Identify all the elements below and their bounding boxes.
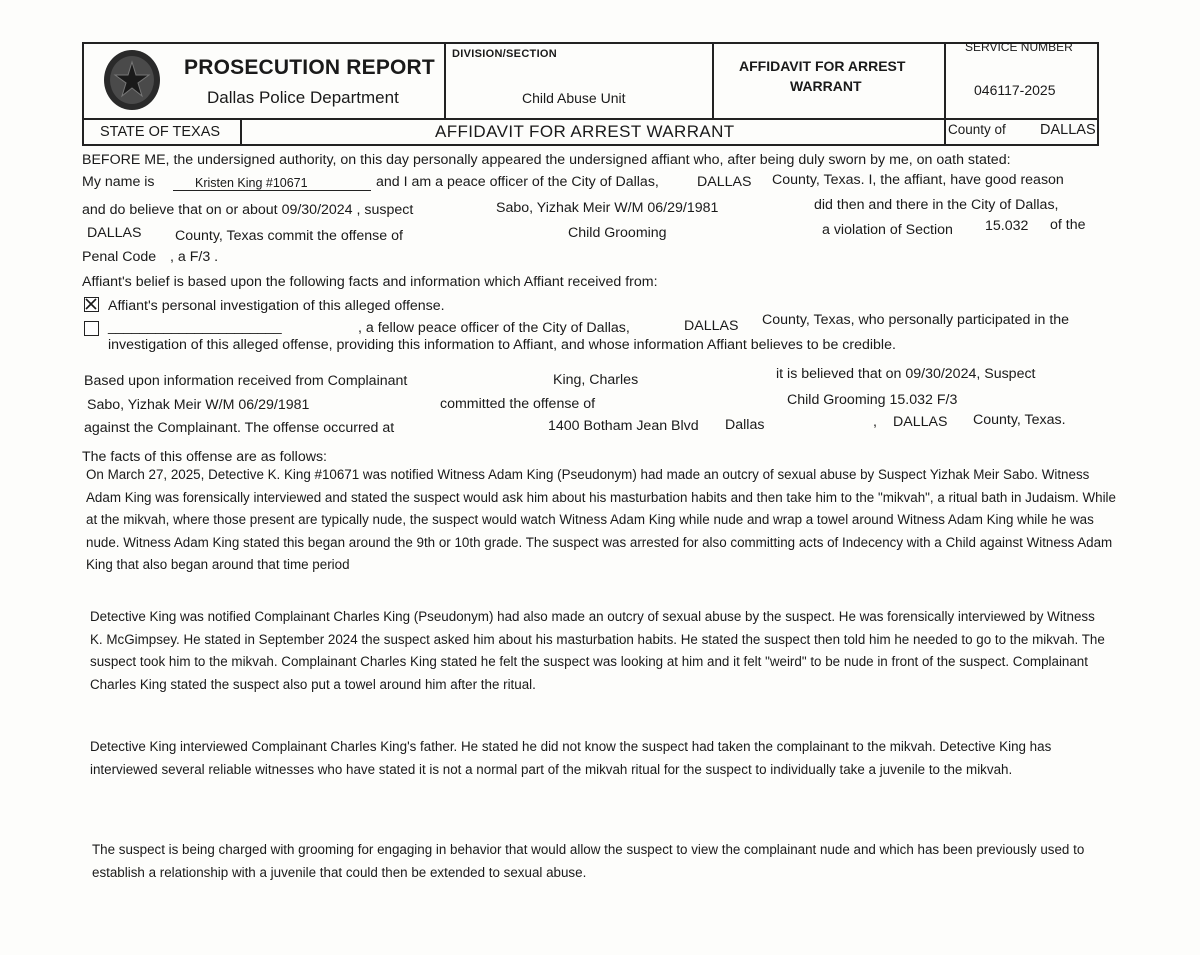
option2-county: DALLAS (684, 318, 739, 334)
county-2: DALLAS (87, 225, 142, 241)
believed-text: it is believed that on 09/30/2024, Suspect (776, 366, 1036, 382)
state-divider (240, 118, 242, 146)
complainant-name: King, Charles (553, 372, 639, 388)
doc-type-line2: WARRANT (790, 78, 862, 94)
option1-text: Affiant's personal investigation of this alleged offense. (108, 298, 445, 314)
report-title: PROSECUTION REPORT (184, 56, 435, 79)
facts-paragraph-2: Detective King was notified Complainant Charles King (Pseudonym) had also made an outcry of sexual abuse by the suspect. He was forensically interviewed by Witness K. McGimpsey. He stated in September 2024 the suspect asked him about his masturbation habits. He stated the suspect then told him he needed to go to the mikvah. The suspect took him to the mikvah. Complainant Charles King stated he felt the suspect was looking at him and it felt "weird" to be nude in front of the suspect. Complainant Charles King stated the suspect also put a towel around him after the ritual. (90, 609, 1105, 692)
based-upon-text: Based upon information received from Complainant (84, 373, 408, 389)
county-commit-text: County, Texas commit the offense of (175, 228, 403, 244)
state-label: STATE OF TEXAS (100, 124, 221, 140)
intro-sworn-line: BEFORE ME, the undersigned authority, on this day personally appeared the undersigned affiant who, after being duly sworn by me, on oath stated: (82, 152, 1011, 168)
county-value: DALLAS (1040, 122, 1096, 138)
header-divider-3 (944, 42, 946, 120)
offense-degree: , a F/3 . (170, 249, 219, 265)
department-name: Dallas Police Department (207, 88, 399, 107)
option2-text-a: , a fellow peace officer of the City of Dallas, (358, 320, 630, 336)
offense-city: Dallas (725, 417, 765, 433)
believe-on-or-about: and do believe that on or about 09/30/2024 , suspect (82, 202, 414, 218)
header-divider-1 (444, 42, 446, 120)
form-title: AFFIDAVIT FOR ARREST WARRANT (435, 122, 735, 141)
of-the-text: of the (1050, 217, 1086, 233)
complainant-suspect: Sabo, Yizhak Meir W/M 06/29/1981 (87, 397, 310, 413)
offense-county-texas: County, Texas. (973, 412, 1066, 428)
peace-officer-text: and I am a peace officer of the City of Dallas, (376, 174, 659, 190)
division-value: Child Abuse Unit (522, 90, 626, 106)
against-text: against the Complainant. The offense occurred at (84, 420, 395, 436)
option2-checkbox[interactable] (84, 321, 99, 336)
complainant-offense: Child Grooming 15.032 F/3 (787, 392, 958, 408)
doc-type-line1: AFFIDAVIT FOR ARREST (739, 58, 906, 74)
facts-heading: The facts of this offense are as follows: (82, 449, 327, 465)
option2-line2: investigation of this alleged offense, providing this information to Affiant, and whose information Affiant believes to be credible. (108, 337, 896, 353)
header-box (82, 42, 1099, 120)
affiant-name: Kristen King #10671 (173, 176, 371, 191)
police-seal-icon (102, 48, 162, 112)
check-x-icon (85, 298, 97, 310)
option2-text-b: County, Texas, who personally participated in the (762, 312, 1070, 328)
header-divider-2 (712, 42, 714, 120)
facts-paragraph-3: Detective King interviewed Complainant Charles King's father. He stated he did not know the suspect had taken the complainant to the mikvah. Detective King has interviewed several reliable witnesses who have stated it is not a normal part of the mikvah ritual for the suspect to individually take a juvenile to the mikvah. (90, 739, 1052, 777)
penal-code-label: Penal Code (82, 249, 157, 265)
did-then-text: did then and there in the City of Dallas, (814, 197, 1059, 213)
offense-address: 1400 Botham Jean Blvd (548, 418, 699, 434)
county-texas-good-reason: County, Texas. I, the affiant, have good reason (772, 172, 1064, 188)
option2-blank: ______________________ (108, 319, 282, 335)
offense-comma: , (873, 414, 877, 430)
county-1: DALLAS (697, 174, 752, 190)
offense-county: DALLAS (893, 414, 948, 430)
county-label: County of (948, 122, 1006, 137)
my-name-label: My name is (82, 174, 155, 190)
belief-heading: Affiant's belief is based upon the following facts and information which Affiant received from: (82, 274, 658, 290)
county-divider (944, 118, 946, 146)
intro-offense: Child Grooming (568, 225, 667, 241)
facts-paragraph-4: The suspect is being charged with grooming for engaging in behavior that would allow the suspect to view the complainant nude and which has been previously used to establish a relationship with a juvenile that could then be extended to sexual abuse. (92, 842, 1085, 880)
violation-text: a violation of Section (822, 222, 953, 238)
service-number-value: 046117-2025 (974, 82, 1056, 98)
facts-paragraph-1: On March 27, 2025, Detective K. King #10671 was notified Witness Adam King (Pseudonym) had made an outcry of sexual abuse by Suspect Yizhak Meir Sabo. Witness Adam King was forensically interviewed and stated the suspect would ask him about his masturbation habits and then take him to the "mikvah", a ritual bath in Judaism. While at the mikvah, where those present are typically nude, the suspect would watch Witness Adam King while nude and wrap a towel around Witness Adam King while he was nude. Witness Adam King stated this began around the 9th or 10th grade. The suspect was arrested for also committing acts of Indecency with a Child against Witness Adam King that also began around that time period (86, 467, 1116, 573)
section-number: 15.032 (985, 218, 1029, 234)
committed-text: committed the offense of (440, 396, 596, 412)
option1-checkbox[interactable] (84, 297, 99, 312)
intro-suspect: Sabo, Yizhak Meir W/M 06/29/1981 (496, 200, 719, 216)
service-number-label: SERVICE NUMBER (965, 40, 1073, 54)
division-label: DIVISION/SECTION (452, 48, 558, 60)
